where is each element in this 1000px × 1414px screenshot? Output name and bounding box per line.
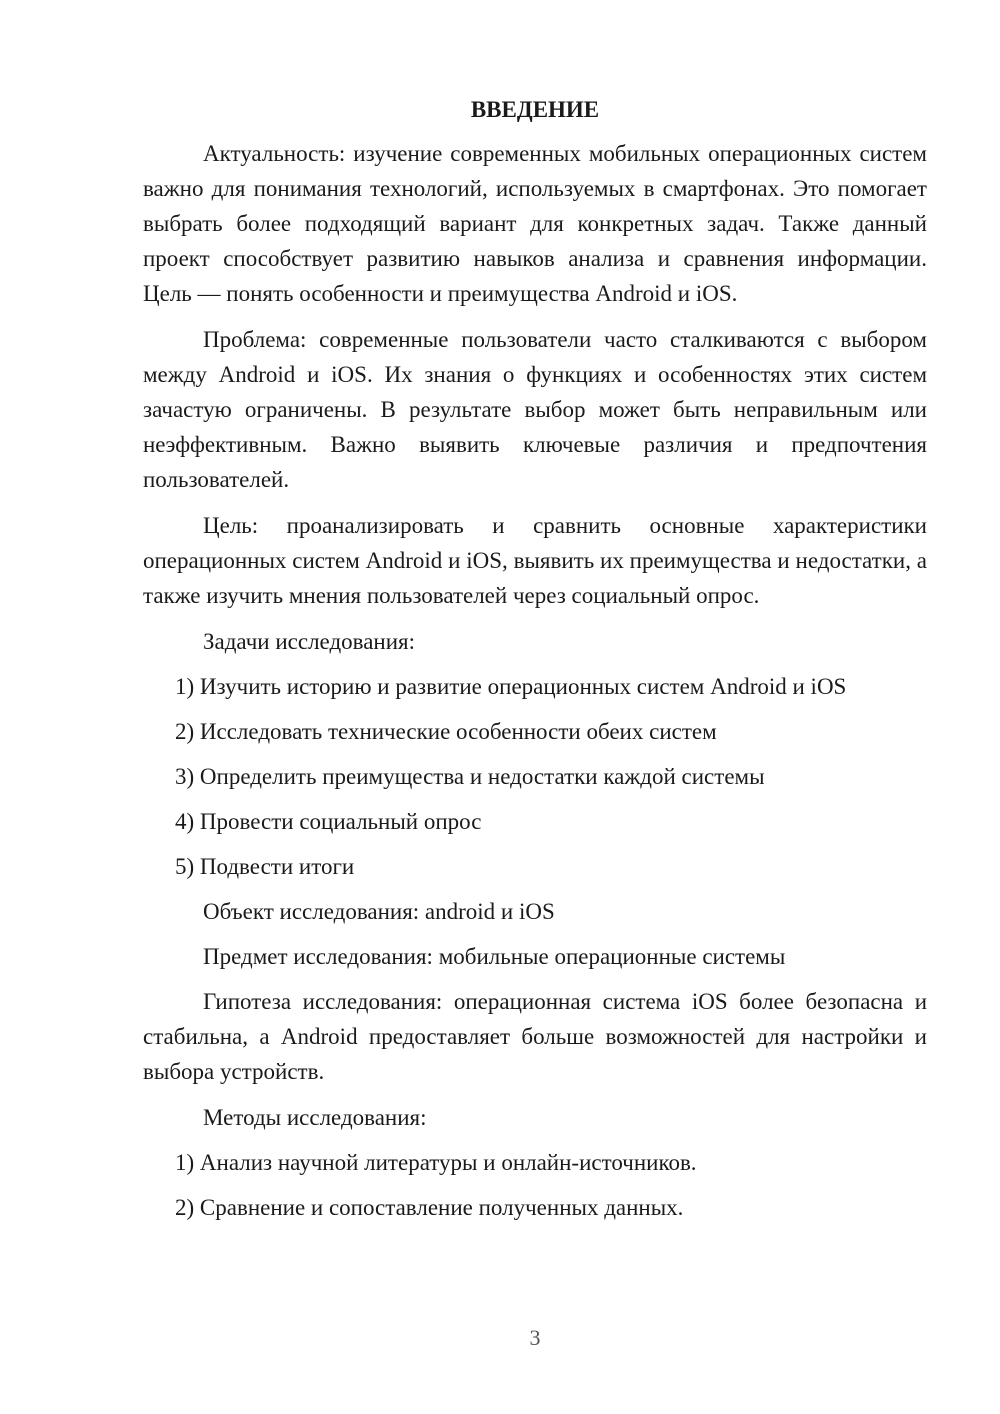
tasks-title: Задачи исследования: <box>203 629 416 654</box>
task-item: 1) Изучить историю и развитие операционных систем Android и iOS <box>175 674 847 699</box>
section-heading: ВВЕДЕНИЕ <box>470 97 600 122</box>
research-object: Объект исследования: android и iOS <box>203 899 555 924</box>
research-subject: Предмет исследования: мобильные операционные системы <box>203 944 786 969</box>
problem-paragraph: Проблема: современные пользователи часто сталкиваются с выбором между Android и iOS. Их знания о функциях и особенностях этих систем зачастую ограничены. В результате выбор может быть неправильным или неэффективным. Важно выявить ключевые различия и предпочтения пользователей. <box>143 327 927 492</box>
method-item: 2) Сравнение и сопоставление полученных данных. <box>175 1195 684 1220</box>
task-item: 2) Исследовать технические особенности обеих систем <box>175 719 717 744</box>
task-item: 3) Определить преимущества и недостатки каждой системы <box>175 764 765 789</box>
relevance-paragraph: Актуальность: изучение современных мобильных операционных систем важно для понимания технологий, используемых в смартфонах. Это помогает выбрать более подходящий вариант для конкретных задач. Также данный проект способствует развитию навыков анализа и сравнения информации. Цель — понять особенности и преимущества Android и iOS. <box>143 141 927 306</box>
hypothesis-paragraph: Гипотеза исследования: операционная система iOS более безопасна и стабильна, а Android предоставляет больше возможностей для настройки и выбора устройств. <box>143 989 927 1084</box>
method-item: 1) Анализ научной литературы и онлайн-источников. <box>175 1150 697 1175</box>
page-body <box>143 94 927 1235</box>
methods-title: Методы исследования: <box>203 1105 427 1130</box>
page-number: 3 <box>529 1325 541 1350</box>
task-item: 4) Провести социальный опрос <box>175 809 482 834</box>
task-item: 5) Подвести итоги <box>175 854 355 879</box>
goal-paragraph: Цель: проанализировать и сравнить основные характеристики операционных систем Android и iOS, выявить их преимущества и недостатки, а также изучить мнения пользователей через социальный опрос. <box>143 513 927 608</box>
page-number-container <box>0 1325 1000 1351</box>
